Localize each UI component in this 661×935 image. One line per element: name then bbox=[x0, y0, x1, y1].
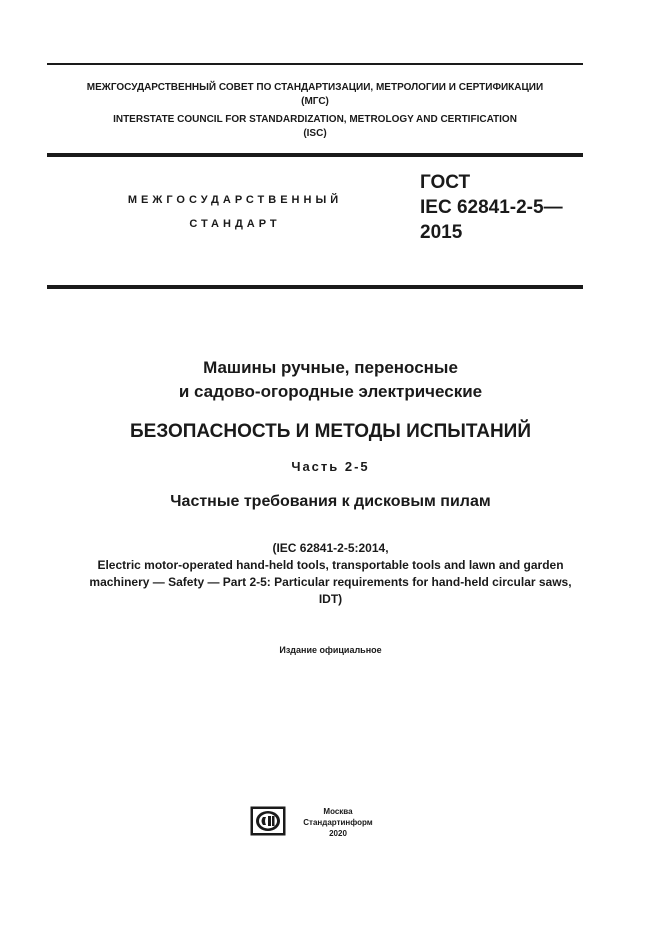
iec-line1: (IEC 62841-2-5:2014, bbox=[272, 541, 389, 555]
subtitle: Частные требования к дисковым пилам bbox=[170, 493, 491, 510]
title-line1: Машины ручные, переносные bbox=[203, 358, 458, 377]
council-en bbox=[47, 113, 583, 141]
main-title: БЕЗОПАСНОСТЬ И МЕТОДЫ ИСПЫТАНИЙ bbox=[130, 421, 531, 442]
gost-designation bbox=[420, 170, 563, 245]
designation-rule bbox=[47, 285, 583, 289]
interstate-standard-label bbox=[100, 188, 370, 236]
iec-line4: IDT) bbox=[318, 592, 343, 606]
publisher-city: Москва bbox=[323, 807, 353, 816]
publisher-imprint bbox=[292, 806, 384, 839]
gost-line1: ГОСТ bbox=[420, 172, 471, 193]
publisher-year: 2020 bbox=[329, 829, 347, 838]
part-label: Часть 2-5 bbox=[291, 459, 370, 474]
gost-line2: IEC 62841-2-5— bbox=[420, 197, 563, 218]
council-en-text: INTERSTATE COUNCIL FOR STANDARDIZATION, METROLOGY AND CERTIFICATION bbox=[113, 114, 517, 125]
iec-reference bbox=[20, 540, 641, 608]
interstate-label-line2: СТАНДАРТ bbox=[189, 218, 281, 230]
title-block bbox=[20, 356, 641, 404]
council-en-abbr: (ISC) bbox=[303, 128, 327, 139]
official-edition: Издание официальное bbox=[279, 645, 382, 655]
iec-line3: machinery — Safety — Part 2-5: Particular requirements for hand-held circular saws, bbox=[89, 575, 572, 589]
title-line2: и садово-огородные электрические bbox=[178, 382, 483, 401]
gost-line3: 2015 bbox=[420, 222, 463, 243]
council-ru-text: МЕЖГОСУДАРСТВЕННЫЙ СОВЕТ ПО СТАНДАРТИЗАЦИИ, МЕТРОЛОГИИ И СЕРТИФИКАЦИИ bbox=[86, 82, 544, 93]
publisher-name: Стандартинформ bbox=[303, 818, 373, 827]
top-rule bbox=[47, 63, 583, 65]
council-ru bbox=[47, 81, 583, 109]
iec-line2: Electric motor-operated hand-held tools, transportable tools and lawn and garden bbox=[97, 558, 564, 572]
header-rule bbox=[47, 153, 583, 157]
council-ru-abbr: (МГС) bbox=[301, 96, 329, 107]
interstate-label-line1: МЕЖГОСУДАРСТВЕННЫЙ bbox=[127, 194, 343, 206]
standartinform-logo-icon bbox=[250, 806, 286, 836]
